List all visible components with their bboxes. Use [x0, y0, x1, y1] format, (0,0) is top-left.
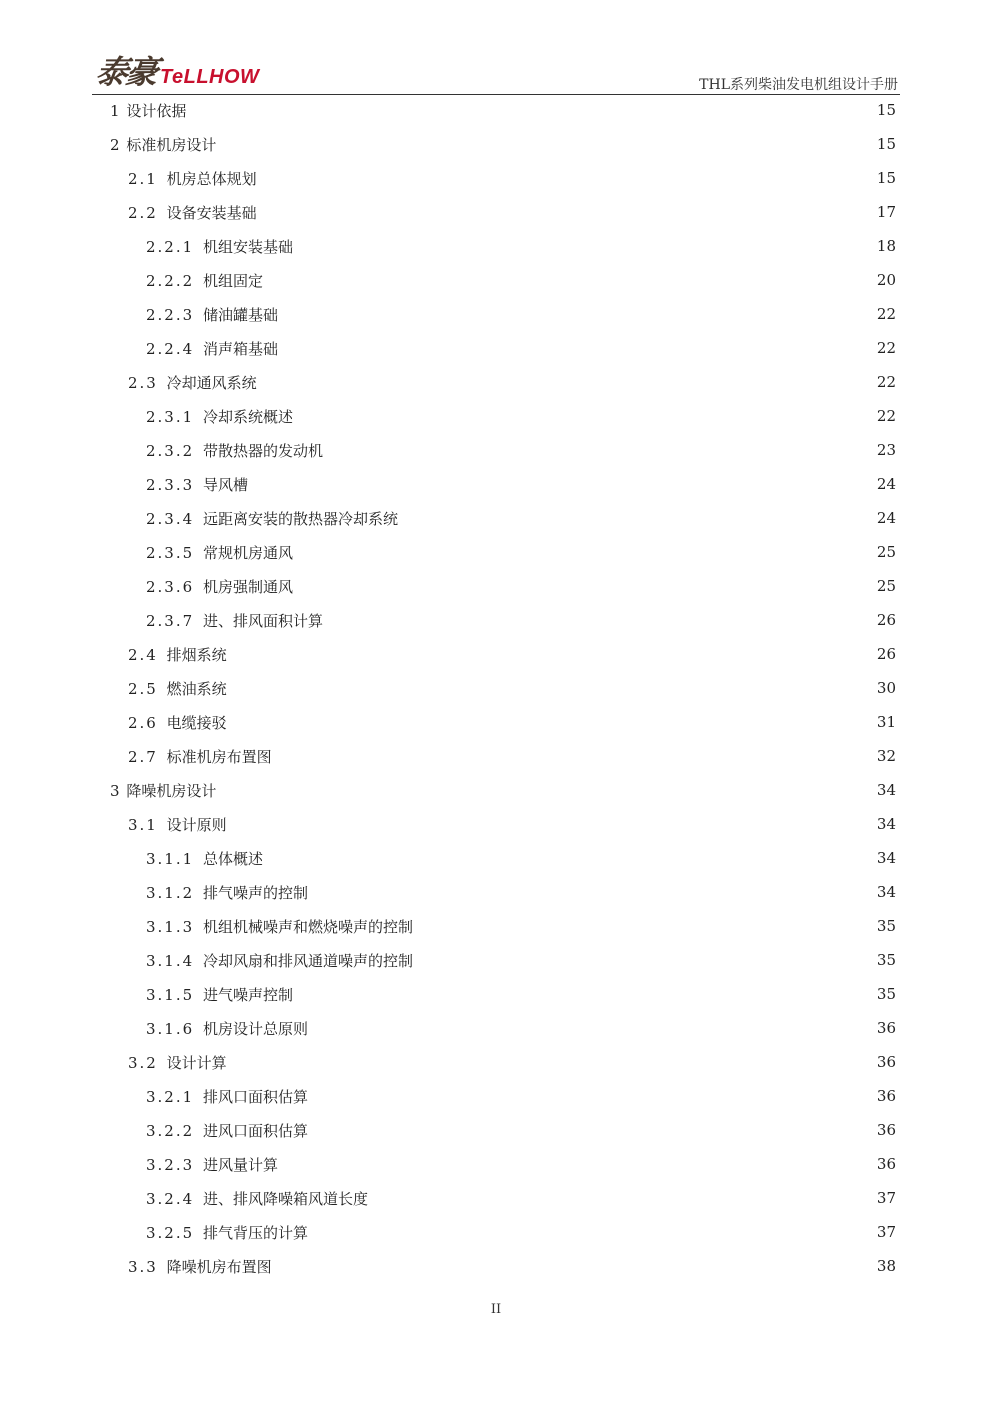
toc-entry-label: [128, 1052, 229, 1073]
page-number: II: [490, 1302, 502, 1317]
toc-entry-title: 设计依据: [126, 101, 187, 120]
toc-entry-number: 3.3: [128, 1257, 158, 1276]
toc-entry-title: 进、排风面积计算: [202, 611, 323, 630]
toc-entry-page: 26: [876, 611, 896, 629]
toc-entry[interactable]: [146, 470, 896, 498]
toc-entry-title: 进风量计算: [202, 1155, 278, 1174]
toc-entry[interactable]: [146, 1082, 896, 1110]
toc-leader-dots: [295, 538, 866, 566]
toc-entry[interactable]: [146, 980, 896, 1008]
toc-entry-number: 2.2: [128, 203, 158, 222]
toc-entry-number: 2.2.1: [146, 237, 195, 256]
toc-entry-label: [128, 678, 229, 699]
toc-leader-dots: [310, 1014, 866, 1042]
company-logo: [93, 48, 260, 92]
toc-entry-number: 3.2: [128, 1053, 158, 1072]
toc-entry[interactable]: [128, 708, 896, 736]
toc-entry-title: 冷却风扇和排风通道噪声的控制: [202, 951, 413, 970]
toc-entry[interactable]: [146, 572, 896, 600]
toc-entry-page: 35: [876, 985, 896, 1003]
toc-entry-title: 设备安装基础: [166, 203, 257, 222]
header-divider: [92, 94, 900, 95]
toc-entry-number: 3.2.1: [146, 1087, 195, 1106]
toc-leader-dots: [229, 810, 866, 838]
toc-entry-label: [146, 1188, 370, 1209]
toc-leader-dots: [229, 708, 866, 736]
toc-entry-page: 36: [876, 1019, 896, 1037]
toc-entry-number: 2: [110, 135, 122, 154]
toc-entry[interactable]: [146, 402, 896, 430]
toc-entry-title: 机房强制通风: [202, 577, 293, 596]
toc-entry[interactable]: [146, 504, 896, 532]
toc-entry-title: 导风槽: [202, 475, 248, 494]
toc-entry[interactable]: [146, 1184, 896, 1212]
toc-entry-title: 带散热器的发动机: [202, 441, 323, 460]
toc-entry-page: 36: [876, 1087, 896, 1105]
toc-leader-dots: [280, 300, 866, 328]
toc-entry-number: 2.3.5: [146, 543, 195, 562]
toc-entry-number: 2.4: [128, 645, 158, 664]
toc-leader-dots: [218, 130, 866, 158]
toc-entry-number: 3.2.4: [146, 1189, 195, 1208]
toc-entry-number: 2.3.2: [146, 441, 195, 460]
toc-entry[interactable]: [128, 368, 896, 396]
toc-entry-page: 17: [876, 203, 896, 221]
toc-entry-label: [146, 1120, 310, 1141]
toc-entry-page: 34: [876, 849, 896, 867]
toc-entry-number: 2.1: [128, 169, 158, 188]
toc-entry-title: 进气噪声控制: [202, 985, 293, 1004]
toc-leader-dots: [274, 742, 866, 770]
toc-entry-page: 30: [876, 679, 896, 697]
toc-entry-title: 常规机房通风: [202, 543, 293, 562]
toc-entry-page: 20: [876, 271, 896, 289]
toc-entry-page: 34: [876, 815, 896, 833]
toc-entry-label: [146, 304, 280, 325]
toc-entry-page: 38: [876, 1257, 896, 1275]
toc-entry[interactable]: [110, 96, 896, 124]
toc-leader-dots: [229, 674, 866, 702]
toc-entry-page: 22: [876, 373, 896, 391]
toc-entry-number: 3: [110, 781, 122, 800]
toc-entry[interactable]: [146, 538, 896, 566]
toc-entry-page: 36: [876, 1053, 896, 1071]
toc-entry-label: [146, 848, 265, 869]
toc-entry[interactable]: [146, 1150, 896, 1178]
toc-entry-title: 设计原则: [166, 815, 227, 834]
toc-entry-title: 排气背压的计算: [202, 1223, 308, 1242]
toc-entry-number: 1: [110, 101, 122, 120]
toc-entry-number: 2.3.4: [146, 509, 195, 528]
toc-entry-title: 进、排风降噪箱风道长度: [202, 1189, 368, 1208]
toc-leader-dots: [415, 912, 866, 940]
toc-entry-page: 32: [876, 747, 896, 765]
toc-entry[interactable]: [146, 1218, 896, 1246]
toc-entry-number: 2.2.3: [146, 305, 195, 324]
toc-entry-number: 2.5: [128, 679, 158, 698]
toc-entry-page: 37: [876, 1223, 896, 1241]
toc-entry[interactable]: [146, 300, 896, 328]
toc-entry-page: 24: [876, 475, 896, 493]
toc-entry[interactable]: [146, 334, 896, 362]
toc-leader-dots: [310, 1218, 866, 1246]
toc-leader-dots: [295, 572, 866, 600]
toc-entry-number: 3.1.6: [146, 1019, 195, 1038]
toc-entry-page: 23: [876, 441, 896, 459]
toc-entry-number: 3.1.2: [146, 883, 195, 902]
toc-entry-page: 26: [876, 645, 896, 663]
toc-entry-label: [128, 814, 229, 835]
toc-entry-number: 2.3.7: [146, 611, 195, 630]
toc-leader-dots: [400, 504, 866, 532]
toc-entry-title: 降噪机房设计: [126, 781, 217, 800]
toc-entry-number: 2.3.6: [146, 577, 195, 596]
toc-entry-page: 37: [876, 1189, 896, 1207]
toc-entry-number: 3.1.3: [146, 917, 195, 936]
toc-entry[interactable]: [146, 946, 896, 974]
toc-entry-label: [146, 882, 310, 903]
toc-entry[interactable]: [146, 232, 896, 260]
toc-leader-dots: [229, 1048, 866, 1076]
toc-entry-title: 排风口面积估算: [202, 1087, 308, 1106]
toc-entry-title: 降噪机房布置图: [166, 1257, 272, 1276]
toc-entry-title: 燃油系统: [166, 679, 227, 698]
toc-entry[interactable]: [146, 844, 896, 872]
toc-entry-page: 34: [876, 781, 896, 799]
toc-entry-title: 总体概述: [202, 849, 263, 868]
toc-entry[interactable]: [128, 164, 896, 192]
toc-entry[interactable]: [146, 912, 896, 940]
toc-entry[interactable]: [146, 1116, 896, 1144]
toc-entry-page: 34: [876, 883, 896, 901]
toc-entry-label: [110, 100, 188, 121]
toc-leader-dots: [280, 334, 866, 362]
toc-entry-label: [128, 1256, 274, 1277]
toc-entry-page: 31: [876, 713, 896, 731]
toc-entry-title: 机房设计总原则: [202, 1019, 308, 1038]
toc-entry-title: 设计计算: [166, 1053, 227, 1072]
toc-leader-dots: [310, 1116, 866, 1144]
toc-entry[interactable]: [128, 198, 896, 226]
toc-entry-page: 24: [876, 509, 896, 527]
toc-entry-number: 3.1.4: [146, 951, 195, 970]
toc-entry-page: 36: [876, 1121, 896, 1139]
toc-entry[interactable]: [146, 878, 896, 906]
toc-entry-number: 2.3.3: [146, 475, 195, 494]
toc-entry-page: 18: [876, 237, 896, 255]
toc-entry-title: 储油罐基础: [202, 305, 278, 324]
toc-entry-page: 22: [876, 339, 896, 357]
toc-entry-label: [146, 542, 295, 563]
toc-entry-title: 进风口面积估算: [202, 1121, 308, 1140]
toc-entry-title: 排烟系统: [166, 645, 227, 664]
toc-entry-title: 排气噪声的控制: [202, 883, 308, 902]
toc-leader-dots: [259, 198, 866, 226]
toc-leader-dots: [274, 1252, 866, 1280]
toc-entry-label: [146, 984, 295, 1005]
toc-leader-dots: [265, 266, 866, 294]
toc-leader-dots: [218, 776, 866, 804]
toc-entry-label: [146, 406, 295, 427]
toc-leader-dots: [250, 470, 866, 498]
toc-entry[interactable]: [146, 266, 896, 294]
toc-entry-page: 15: [876, 135, 896, 153]
toc-entry-number: 3.1.5: [146, 985, 195, 1004]
toc-entry[interactable]: [146, 436, 896, 464]
toc-entry-title: 冷却系统概述: [202, 407, 293, 426]
toc-leader-dots: [295, 402, 866, 430]
toc-entry-number: 3.1.1: [146, 849, 195, 868]
toc-entry-label: [128, 746, 274, 767]
logo-english-text: TeLLHOW: [160, 66, 260, 88]
toc-entry-label: [146, 338, 280, 359]
toc-entry-title: 远距离安装的散热器冷却系统: [202, 509, 398, 528]
toc-entry-label: [128, 712, 229, 733]
toc-entry-page: 36: [876, 1155, 896, 1173]
toc-leader-dots: [325, 436, 866, 464]
toc-entry-label: [146, 950, 415, 971]
toc-entry-title: 电缆接驳: [166, 713, 227, 732]
toc-entry-number: 3.2.3: [146, 1155, 195, 1174]
toc-leader-dots: [370, 1184, 866, 1212]
toc-entry[interactable]: [128, 1048, 896, 1076]
toc-entry-label: [146, 1154, 280, 1175]
toc-entry-page: 25: [876, 543, 896, 561]
toc-entry-label: [146, 1086, 310, 1107]
toc-entry[interactable]: [128, 640, 896, 668]
toc-entry-label: [146, 576, 295, 597]
toc-leader-dots: [310, 878, 866, 906]
toc-leader-dots: [325, 606, 866, 634]
toc-entry-title: 机房总体规划: [166, 169, 257, 188]
toc-entry-number: 3.2.5: [146, 1223, 195, 1242]
toc-leader-dots: [310, 1082, 866, 1110]
toc-entry-title: 机组机械噪声和燃烧噪声的控制: [202, 917, 413, 936]
toc-entry-page: 22: [876, 305, 896, 323]
toc-entry[interactable]: [128, 674, 896, 702]
toc-entry[interactable]: [128, 742, 896, 770]
toc-entry[interactable]: [146, 606, 896, 634]
logo-chinese-text: 泰豪: [93, 53, 159, 91]
toc-entry-page: 15: [876, 101, 896, 119]
toc-entry[interactable]: [110, 130, 896, 158]
toc-leader-dots: [188, 96, 866, 124]
toc-entry-page: 22: [876, 407, 896, 425]
toc-entry-number: 3.2.2: [146, 1121, 195, 1140]
toc-entry-label: [146, 474, 250, 495]
toc-leader-dots: [280, 1150, 866, 1178]
toc-entry-label: [146, 508, 400, 529]
toc-entry-page: 35: [876, 951, 896, 969]
toc-entry-title: 消声箱基础: [202, 339, 278, 358]
toc-entry-number: 2.6: [128, 713, 158, 732]
toc-leader-dots: [295, 232, 866, 260]
toc-entry-label: [128, 202, 259, 223]
toc-leader-dots: [259, 368, 866, 396]
toc-leader-dots: [415, 946, 866, 974]
toc-entry-number: 2.3.1: [146, 407, 195, 426]
toc-entry-page: 35: [876, 917, 896, 935]
toc-entry-number: 2.2.2: [146, 271, 195, 290]
toc-entry-number: 2.7: [128, 747, 158, 766]
document-title: THL系列柴油发电机组设计手册: [699, 77, 898, 93]
toc-entry-label: [146, 916, 415, 937]
toc-entry-label: [146, 440, 325, 461]
toc-entry-title: 标准机房设计: [126, 135, 217, 154]
toc-entry-page: 15: [876, 169, 896, 187]
toc-entry-label: [146, 1222, 310, 1243]
toc-entry-label: [146, 270, 265, 291]
toc-entry-label: [128, 644, 229, 665]
toc-entry-label: [146, 236, 295, 257]
toc-entry[interactable]: [110, 776, 896, 804]
toc-entry-label: [110, 780, 218, 801]
toc-entry-label: [110, 134, 218, 155]
toc-entry-label: [146, 610, 325, 631]
page-header: [92, 44, 900, 96]
toc-entry-label: [128, 168, 259, 189]
toc-entry-number: 2.2.4: [146, 339, 195, 358]
toc-entry-title: 机组安装基础: [202, 237, 293, 256]
toc-entry-title: 机组固定: [202, 271, 263, 290]
toc-entry-title: 标准机房布置图: [166, 747, 272, 766]
toc-entry-number: 2.3: [128, 373, 158, 392]
toc-entry-title: 冷却通风系统: [166, 373, 257, 392]
toc-leader-dots: [259, 164, 866, 192]
toc-entry-number: 3.1: [128, 815, 158, 834]
toc-entry-page: 25: [876, 577, 896, 595]
toc-entry[interactable]: [128, 810, 896, 838]
toc-leader-dots: [229, 640, 866, 668]
toc-leader-dots: [265, 844, 866, 872]
toc-entry-label: [146, 1018, 310, 1039]
toc-entry-label: [128, 372, 259, 393]
toc-entry[interactable]: [146, 1014, 896, 1042]
toc-entry[interactable]: [128, 1252, 896, 1280]
toc-leader-dots: [295, 980, 866, 1008]
